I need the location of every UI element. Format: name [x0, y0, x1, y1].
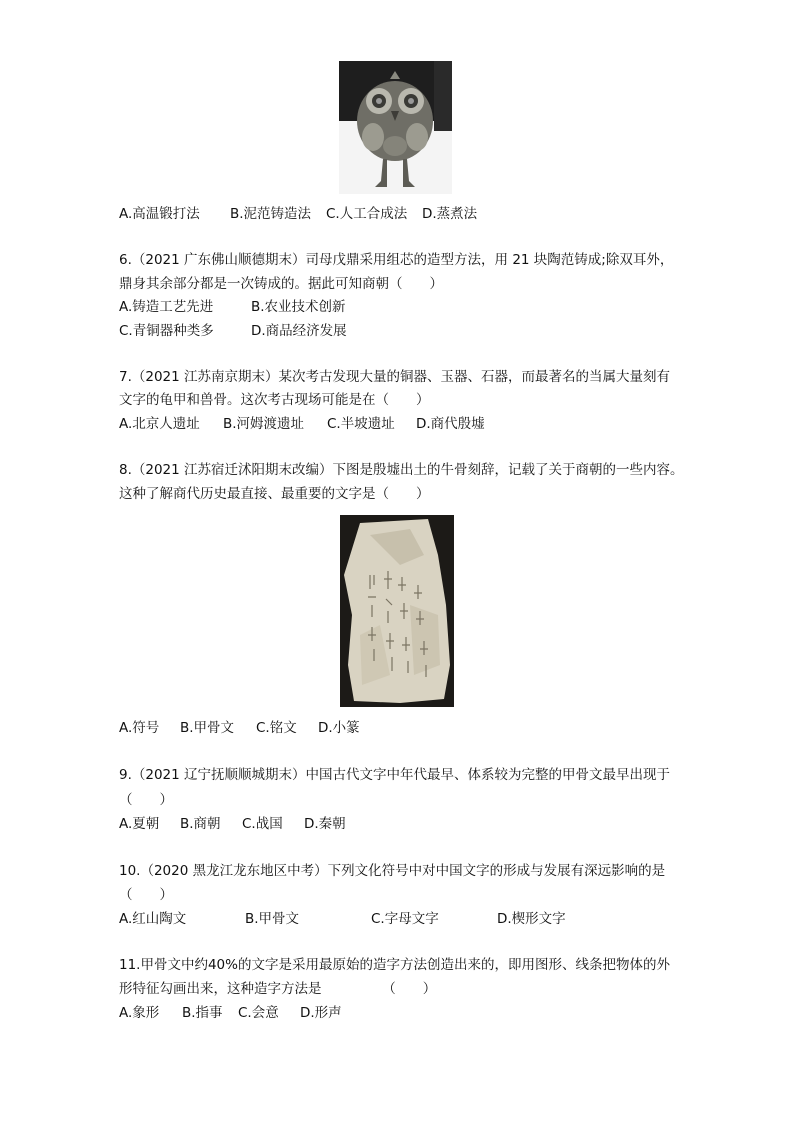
q7-stem-line1: 7.（2021 江苏南京期末）某次考古发现大量的铜器、玉器、石器，而最著名的当属大量刻有 — [119, 369, 671, 385]
q9-option-d: D.秦朝 — [304, 816, 346, 832]
q8-option-c: C.铭文 — [256, 720, 297, 736]
q7-option-b: B.河姆渡遗址 — [223, 416, 305, 432]
q11-options — [119, 1004, 342, 1022]
q10-option-b: B.甲骨文 — [245, 911, 300, 927]
q5-option-b: B.泥范铸造法 — [230, 206, 312, 222]
bronze-owl-vessel-image — [339, 61, 452, 194]
q10-option-a: A.红山陶文 — [119, 911, 187, 927]
q9-stem-line2: （ ） — [119, 792, 173, 808]
q5-option-a: A.高温锻打法 — [119, 206, 200, 222]
q8-option-a: A.符号 — [119, 720, 160, 736]
q11-option-d: D.形声 — [300, 1005, 342, 1021]
q11-stem-line2: 形特征勾画出来，这种造字方法是 （ ） — [119, 981, 437, 997]
q11-option-c: C.会意 — [238, 1005, 279, 1021]
q8-option-b: B.甲骨文 — [180, 720, 235, 736]
q11-option-a: A.象形 — [119, 1005, 160, 1021]
q10-stem-line1: 10.（2020 黑龙江龙东地区中考）下列文化符号中对中国文字的形成与发展有深远影响的是 — [119, 863, 666, 879]
q6-option-d: D.商品经济发展 — [251, 323, 347, 339]
q8-options — [119, 719, 360, 737]
q8-stem-line2: 这种了解商代历史最直接、最重要的文字是（ ） — [119, 486, 430, 502]
q8-stem-line1: 8.（2021 江苏宿迁沭阳期末改编）下图是殷墟出土的牛骨刻辞，记载了关于商朝的一些内容。 — [119, 462, 684, 478]
q8-option-d: D.小篆 — [318, 720, 360, 736]
q6-options-row2 — [119, 322, 347, 340]
q6-options-row1 — [119, 298, 346, 316]
q6-stem-line2: 鼎身其余部分都是一次铸成的。据此可知商朝（ ） — [119, 276, 443, 292]
q10-stem-line2: （ ） — [119, 887, 173, 903]
q6-stem-line1: 6.（2021 广东佛山顺德期末）司母戊鼎采用组芯的造型方法，用 21 块陶范铸成;除双耳外， — [119, 252, 674, 268]
q7-stem-line2: 文字的龟甲和兽骨。这次考古现场可能是在（ ） — [119, 392, 430, 408]
q9-options — [119, 815, 346, 833]
q5-option-d: D.蒸煮法 — [422, 206, 478, 222]
q11-stem-line1: 11.甲骨文中约40%的文字是采用最原始的造字方法创造出来的，即用图形、线条把物体的外 — [119, 957, 670, 973]
q7-option-c: C.半坡遗址 — [327, 416, 395, 432]
q9-option-b: B.商朝 — [180, 816, 221, 832]
q9-option-c: C.战国 — [242, 816, 283, 832]
q5-options — [119, 205, 477, 223]
q7-options — [119, 415, 485, 433]
q6-option-c: C.青铜器种类多 — [119, 323, 214, 339]
q7-option-d: D.商代殷墟 — [416, 416, 485, 432]
q10-options — [119, 910, 566, 928]
q11-option-b: B.指事 — [182, 1005, 223, 1021]
oracle-bone-inscription-image — [340, 515, 454, 707]
q5-option-c: C.人工合成法 — [326, 206, 408, 222]
q7-option-a: A.北京人遗址 — [119, 416, 200, 432]
q9-option-a: A.夏朝 — [119, 816, 160, 832]
q6-option-a: A.铸造工艺先进 — [119, 299, 214, 315]
q10-option-c: C.字母文字 — [371, 911, 439, 927]
q9-stem-line1: 9.（2021 辽宁抚顺顺城期末）中国古代文字中年代最早、体系较为完整的甲骨文最早出现于 — [119, 767, 671, 783]
q6-option-b: B.农业技术创新 — [251, 299, 346, 315]
q10-option-d: D.楔形文字 — [497, 911, 566, 927]
